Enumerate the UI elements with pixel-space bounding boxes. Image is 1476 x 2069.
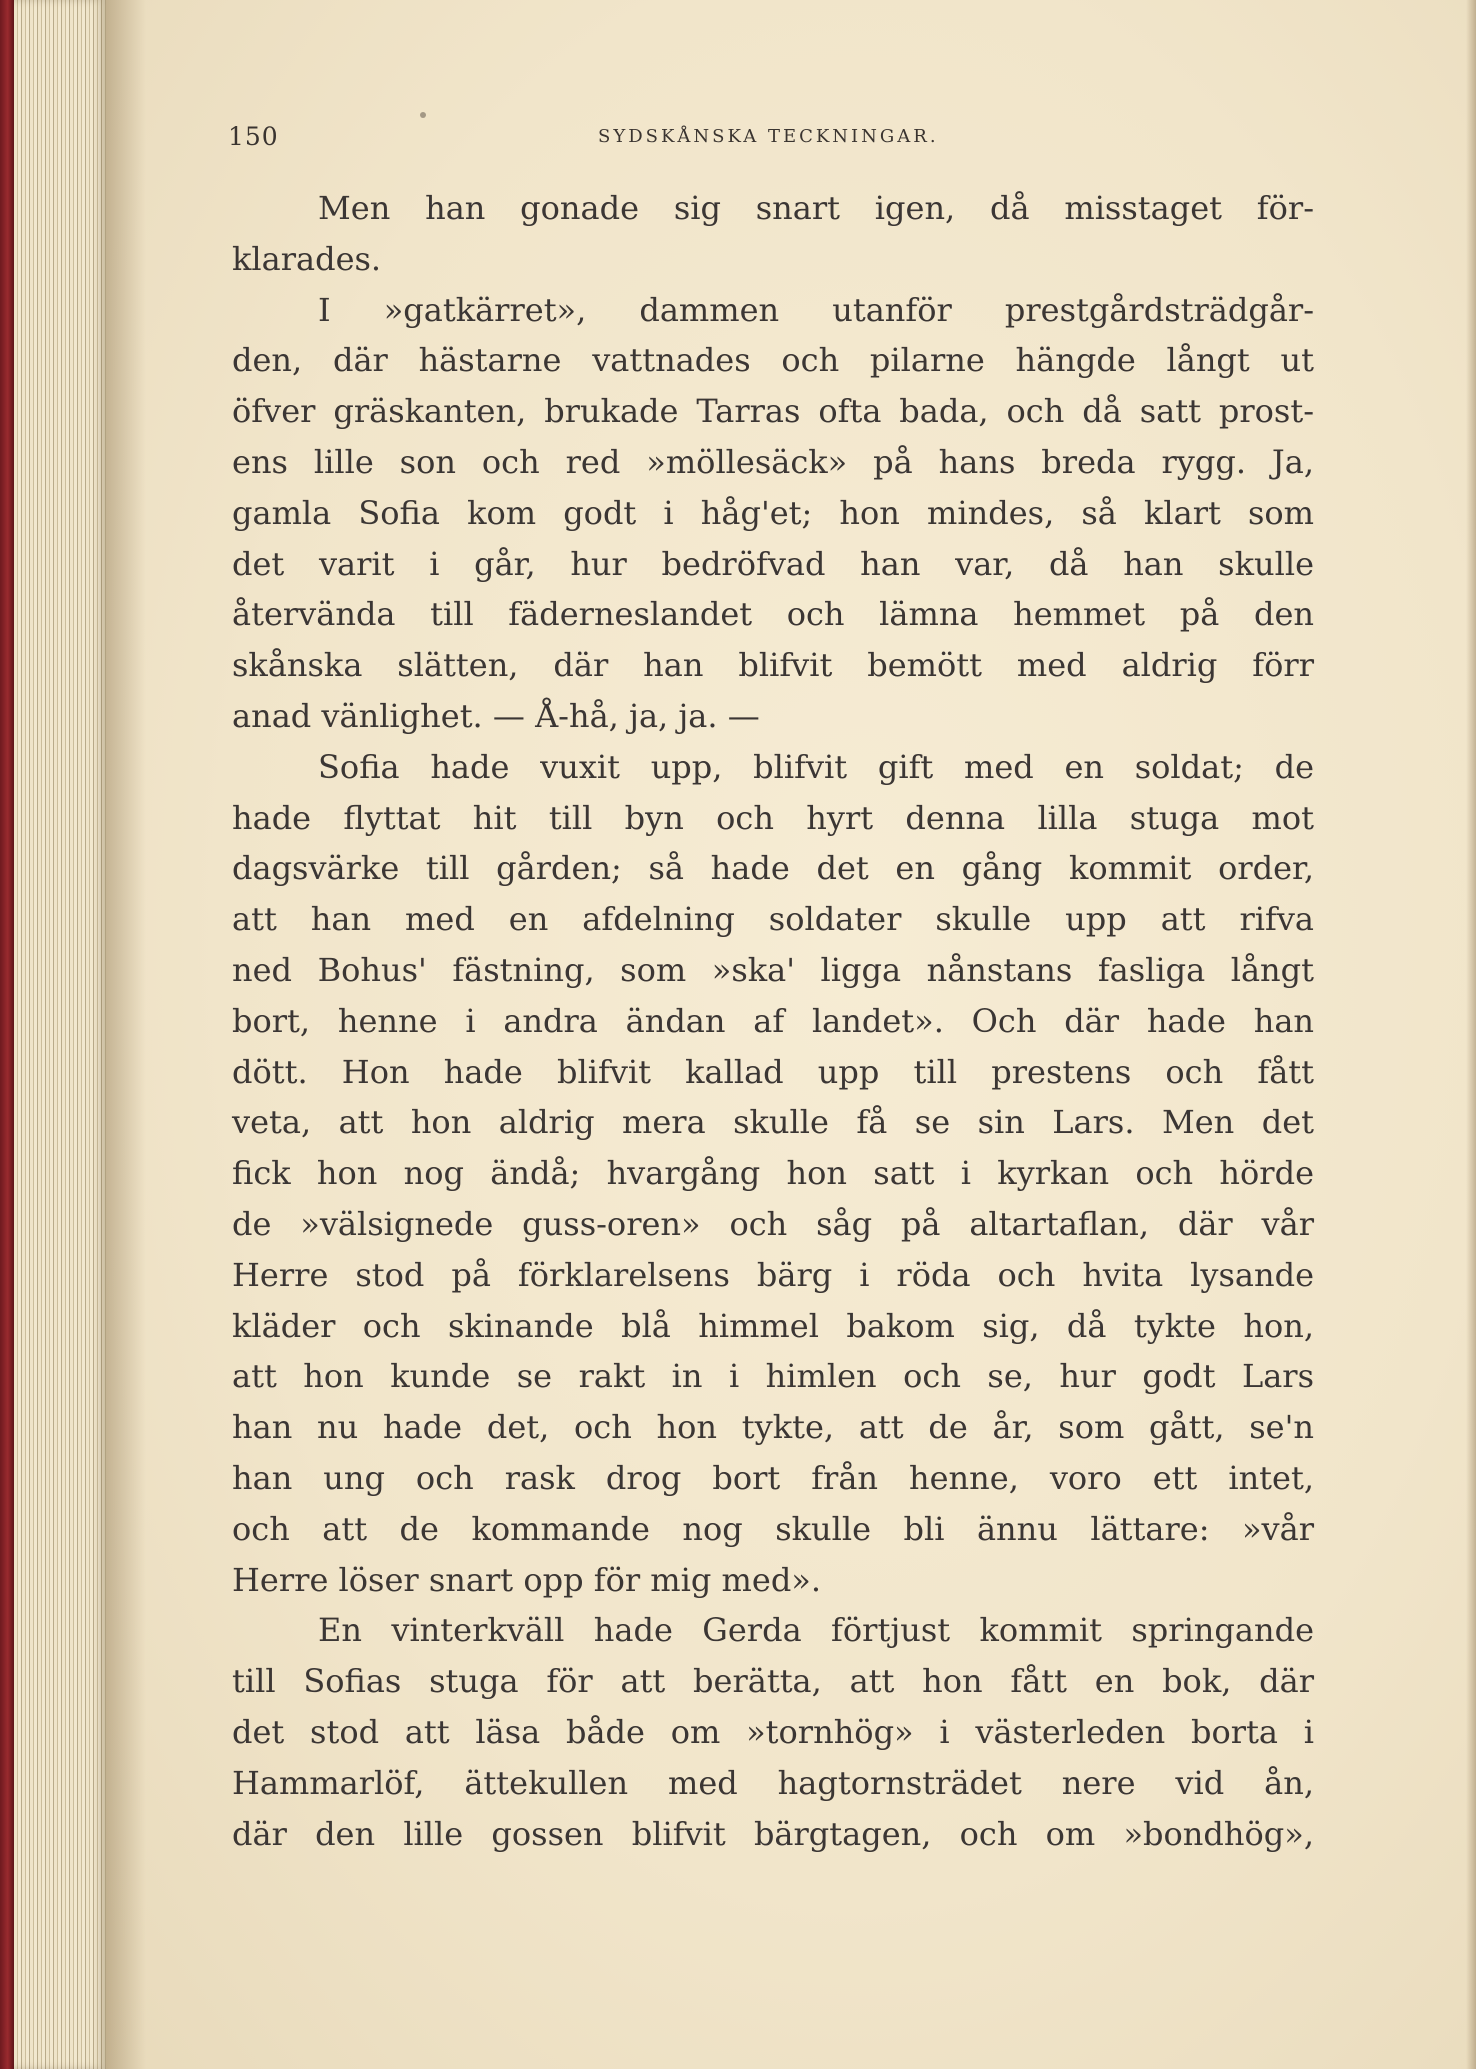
text-line: han nu hade det, och hon tykte, att de år, som gått, se'n [232, 1408, 1314, 1447]
text-line: dagsvärke till gården; så hade det en gång kommit order, [232, 849, 1314, 888]
text-line: En vinterkväll hade Gerda förtjust kommit springande [318, 1611, 1314, 1650]
text-line: kläder och skinande blå himmel bakom sig, då tykte hon, [232, 1306, 1314, 1345]
text-line: anad vänlighet. — Å-hå, ja, ja. — [232, 696, 760, 735]
text-line: ens lille son och red »möllesäck» på hans breda rygg. Ja, [232, 442, 1314, 481]
body-text [232, 183, 1314, 1859]
text-line: det varit i går, hur bedröfvad han var, då han skulle [232, 544, 1314, 583]
text-line: och att de kommande nog skulle bli ännu lättare: »vår [232, 1509, 1314, 1548]
text-line: där den lille gossen blifvit bärgtagen, och om »bondhög», [232, 1814, 1314, 1853]
text-line: Herre stod på förklarelsens bärg i röda och hvita lysande [232, 1255, 1314, 1294]
text-line: Herre löser snart opp för mig med». [232, 1560, 822, 1599]
text-line: återvända till fäderneslandet och lämna hemmet på den [232, 595, 1314, 634]
text-line: till Sofias stuga för att berätta, att hon fått en bok, där [232, 1662, 1314, 1701]
text-line: I »gatkärret», dammen utanför prestgårdsträdgår- [318, 290, 1314, 329]
gutter-shadow [106, 0, 146, 2069]
text-line: de »välsignede guss-oren» och såg på altartaflan, där vår [232, 1204, 1314, 1243]
running-title: SYDSKÅNSKA TECKNINGAR. [598, 126, 939, 147]
running-head [228, 122, 1010, 152]
text-line: gamla Sofia kom godt i håg'et; hon mindes, så klart som [232, 493, 1314, 532]
text-line: hade flyttat hit till byn och hyrt denna lilla stuga mot [232, 798, 1314, 837]
text-line: den, där hästarne vattnades och pilarne hängde långt ut [232, 341, 1314, 380]
text-line: att han med en afdelning soldater skulle upp att rifva [232, 900, 1314, 939]
print-speck [420, 112, 426, 118]
text-line: Men han gonade sig snart igen, då misstaget för- [318, 189, 1314, 227]
text-line: veta, att hon aldrig mera skulle få se sin Lars. Men det [232, 1103, 1314, 1142]
text-line: ned Bohus' fästning, som »ska' ligga nånstans fasliga långt [232, 950, 1314, 989]
text-line: han ung och rask drog bort från henne, voro ett intet, [232, 1458, 1314, 1497]
text-line: skånska slätten, där han blifvit bemött med aldrig förr [232, 646, 1314, 685]
book-cover-edge [0, 0, 14, 2069]
text-line: Hammarlöf, ättekullen med hagtornsträdet nere vid ån, [232, 1763, 1314, 1802]
page-number: 150 [228, 122, 279, 151]
page-edges [14, 0, 106, 2069]
text-line: fick hon nog ändå; hvargång hon satt i kyrkan och hörde [232, 1154, 1314, 1193]
text-line: att hon kunde se rakt in i himlen och se, hur godt Lars [232, 1357, 1314, 1396]
text-line: Sofia hade vuxit upp, blifvit gift med en soldat; de [318, 747, 1314, 786]
text-line: klarades. [232, 239, 382, 278]
text-line: öfver gräskanten, brukade Tarras ofta bada, och då satt prost- [232, 392, 1314, 431]
text-line: bort, henne i andra ändan af landet». Och där hade han [232, 1001, 1314, 1040]
page-right-edge [1466, 0, 1476, 2069]
text-line: det stod att läsa både om »tornhög» i västerleden borta i [232, 1712, 1314, 1751]
text-line: dött. Hon hade blifvit kallad upp till prestens och fått [232, 1052, 1314, 1091]
